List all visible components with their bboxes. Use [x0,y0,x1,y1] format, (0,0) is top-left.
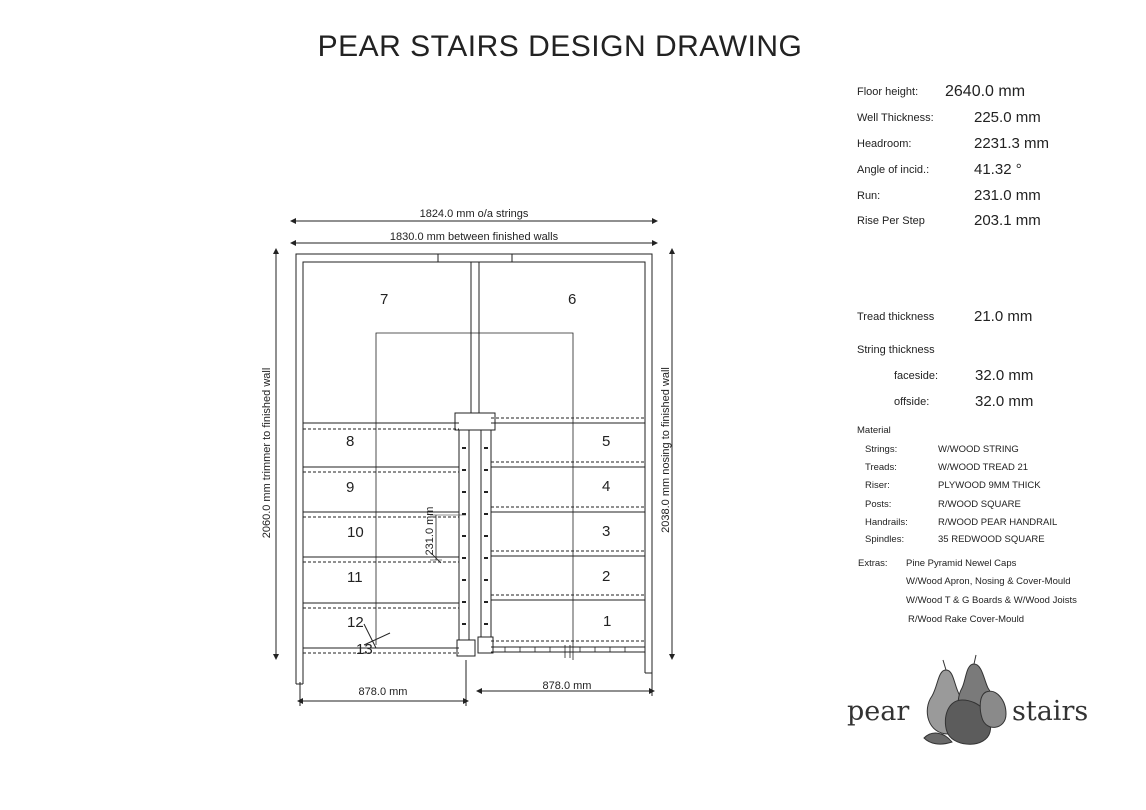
offside-value: 32.0 mm [975,393,1034,410]
step-number: 10 [347,524,364,541]
step-number: 12 [347,614,364,631]
dim-run-label: 231.0 mm [424,506,436,556]
extras-label: Extras: [858,558,888,569]
tread-thickness-value: 21.0 mm [974,308,1033,325]
offside-label: offside: [894,396,930,408]
step-number: 2 [602,568,611,585]
well-thickness-label: Well Thickness: [857,112,934,124]
step-number: 5 [602,433,611,450]
material-value: W/WOOD TREAD 21 [938,462,1029,473]
right-flight-treads [491,418,645,652]
headroom-value: 2231.3 mm [974,135,1050,152]
step-number: 9 [346,479,355,496]
floor-height-value: 2640.0 mm [945,83,1026,100]
angle-value: 41.32 ° [974,161,1022,178]
step-number: 11 [347,569,363,586]
newel-post-bottom-right [478,637,493,653]
extras-item: Pine Pyramid Newel Caps [906,558,1017,569]
string-thickness-label: String thickness [857,344,935,356]
material-value: W/WOOD STRING [938,444,1019,455]
material-heading: Material [857,425,891,436]
step-number: 13 [356,641,373,658]
rise-value: 203.1 mm [974,212,1041,229]
logo-word-pear: pear [847,696,910,727]
step-number: 3 [602,523,611,540]
extras-item: W/Wood T & G Boards & W/Wood Joists [906,595,1077,606]
well-thickness-value: 225.0 mm [974,109,1041,126]
extras-item: W/Wood Apron, Nosing & Cover-Mould [906,576,1071,587]
step-number: 4 [602,478,611,495]
rise-label: Rise Per Step [857,215,925,227]
material-value: PLYWOOD 9MM THICK [938,480,1041,491]
material-value: R/WOOD PEAR HANDRAIL [938,517,1058,528]
dim-right-label: 2038.0 mm nosing to finished wall [660,367,672,533]
faceside-value: 32.0 mm [975,367,1034,384]
tread-thickness-label: Tread thickness [857,311,935,323]
material-label: Posts: [865,499,892,510]
newel-post-top [455,413,495,430]
step-number: 8 [346,433,355,450]
material-label: Strings: [865,444,898,455]
angle-label: Angle of incid.: [857,164,930,176]
material-value: 35 REDWOOD SQUARE [938,534,1045,545]
dim-bottom-right-label: 878.0 mm [542,680,592,692]
extras-item: R/Wood Rake Cover-Mould [908,614,1024,625]
pear-stairs-logo [842,650,1092,750]
dim-top-walls-label: 1830.0 mm between finished walls [389,231,559,243]
material-label: Spindles: [865,534,905,545]
step-number: 6 [568,291,577,308]
step-number: 1 [603,613,612,630]
step-number: 7 [380,291,389,308]
headroom-label: Headroom: [857,138,912,150]
dim-top-strings-label: 1824.0 mm o/a strings [419,208,529,220]
run-label: Run: [857,190,881,202]
material-label: Handrails: [865,517,908,528]
dim-left-label: 2060.0 mm trimmer to finished wall [261,367,273,539]
page-title: PEAR STAIRS DESIGN DRAWING [317,30,803,63]
floor-height-label: Floor height: [857,86,919,98]
material-label: Treads: [865,462,897,473]
newel-post-bottom-left [457,640,475,656]
logo-word-stairs: stairs [1012,696,1089,727]
pear-icon [916,652,1008,748]
material-label: Riser: [865,480,890,491]
run-value: 231.0 mm [974,187,1041,204]
material-value: R/WOOD SQUARE [938,499,1021,510]
faceside-label: faceside: [894,370,939,382]
dim-bottom-left-label: 878.0 mm [358,686,408,698]
